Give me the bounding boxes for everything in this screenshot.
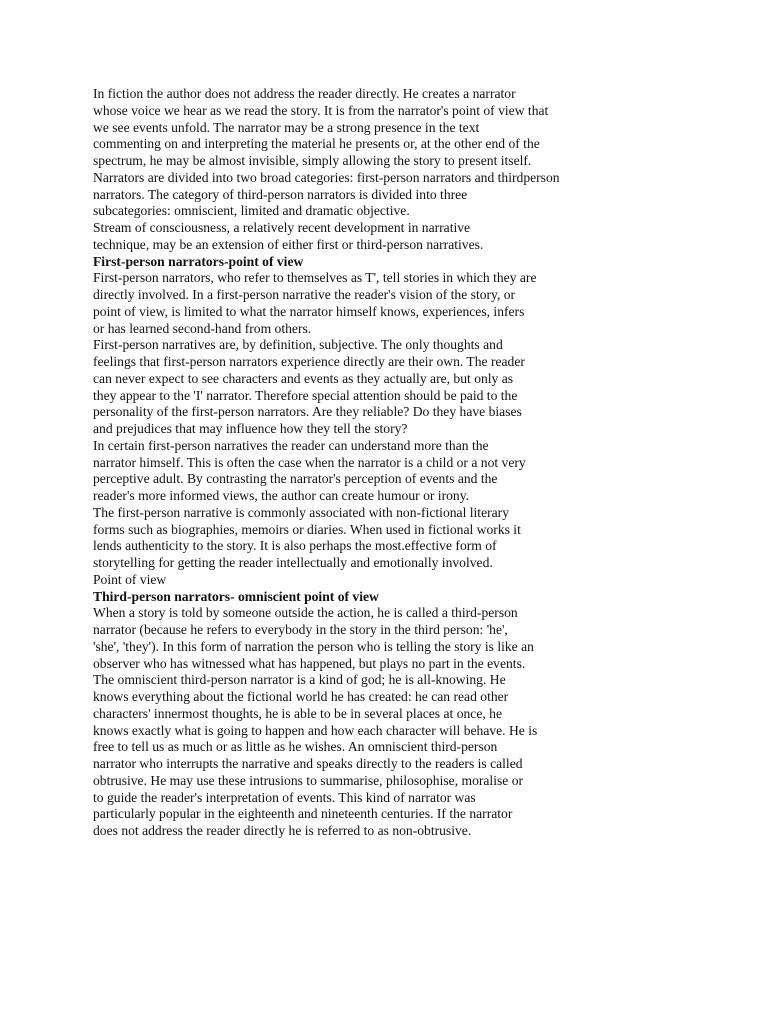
section-heading: First-person narrators-point of view bbox=[93, 253, 304, 269]
body-text-line: free to tell us as much or as little as he wishes. An omniscient third-person bbox=[93, 739, 498, 755]
body-text-line: or has learned second-hand from others. bbox=[93, 320, 312, 336]
body-text-line: narrator himself. This is often the case when the narrator is a child or a not very bbox=[93, 454, 526, 470]
body-text-line: spectrum, he may be almost invisible, simply allowing the story to present itself. bbox=[93, 153, 532, 168]
document-page bbox=[93, 86, 733, 840]
body-text-line: When a story is told by someone outside the action, he is called a third-person bbox=[93, 605, 518, 621]
body-text-line: storytelling for getting the reader intellectually and emotionally involved. bbox=[93, 555, 493, 570]
section-heading: Third-person narrators- omniscient point of view bbox=[93, 588, 379, 604]
body-text-line: In fiction the author does not address the reader directly. He creates a narrator bbox=[93, 86, 516, 101]
body-text-line: narrator who interrupts the narrative and speaks directly to the readers is called bbox=[93, 756, 523, 771]
body-text-line: reader's more informed views, the author can create humour or irony. bbox=[93, 488, 470, 503]
body-text-line: First-person narrators, who refer to themselves as T', tell stories in which they are bbox=[93, 270, 537, 286]
body-text-line: observer who has witnessed what has happened, but plays no part in the events. bbox=[93, 655, 526, 671]
body-text-line: particularly popular in the eighteenth and nineteenth centuries. If the narrator bbox=[93, 806, 513, 822]
body-text-line: obtrusive. He may use these intrusions to summarise, philosophise, moralise or bbox=[93, 772, 524, 788]
body-text-line: feelings that first-person narrators experience directly are their own. The reader bbox=[93, 354, 525, 369]
body-text-line: Narrators are divided into two broad categories: first-person narrators and thirdperson bbox=[93, 169, 560, 185]
body-text-line: can never expect to see characters and events as they actually are, but only as bbox=[93, 370, 514, 386]
body-text-line: knows exactly what is going to happen and how each character will behave. He is bbox=[93, 722, 538, 738]
body-text-line: The omniscient third-person narrator is a kind of god; he is all-knowing. He bbox=[93, 672, 506, 688]
body-text-line: narrators. The category of third-person narrators is divided into three bbox=[93, 186, 468, 202]
body-text-line: Point of view bbox=[93, 571, 167, 587]
body-text-line: In certain first-person narratives the reader can understand more than the bbox=[93, 437, 489, 453]
body-text-line: perceptive adult. By contrasting the narrator's perception of events and the bbox=[93, 471, 498, 487]
body-text-line: The first-person narrative is commonly associated with non-fictional literary bbox=[93, 504, 509, 520]
body-text-line: does not address the reader directly he is referred to as non-obtrusive. bbox=[93, 823, 472, 838]
body-text-line: characters' innermost thoughts, he is able to be in several places at once, he bbox=[93, 705, 502, 721]
body-text-line: narrator (because he refers to everybody in the story in the third person: 'he', bbox=[93, 622, 508, 637]
body-text-line: to guide the reader's interpretation of events. This kind of narrator was bbox=[93, 789, 476, 805]
body-text-line: we see events unfold. The narrator may be a strong presence in the text bbox=[93, 119, 480, 135]
body-text-line: subcategories: omniscient, limited and dramatic objective. bbox=[93, 203, 410, 219]
body-text-line: Stream of consciousness, a relatively recent development in narrative bbox=[93, 220, 471, 235]
body-text-line: directly involved. In a first-person narrative the reader's vision of the story, or bbox=[93, 287, 516, 302]
body-text-line: lends authenticity to the story. It is also perhaps the most.effective form of bbox=[93, 538, 497, 554]
body-text-line: knows everything about the fictional world he has created: he can read other bbox=[93, 689, 509, 704]
body-text-line: First-person narratives are, by definition, subjective. The only thoughts and bbox=[93, 337, 503, 353]
body-text-line: and prejudices that may influence how they tell the story? bbox=[93, 421, 408, 436]
body-text-line: commenting on and interpreting the material he presents or, at the other end of the bbox=[93, 136, 540, 152]
body-text-line: they appear to the 'I' narrator. Therefore special attention should be paid to the bbox=[93, 387, 518, 403]
body-text-line: forms such as biographies, memoirs or diaries. When used in fictional works it bbox=[93, 521, 521, 537]
body-text-line: technique, may be an extension of either first or third-person narratives. bbox=[93, 236, 484, 252]
body-text-line: whose voice we hear as we read the story. It is from the narrator's point of view that bbox=[93, 102, 549, 118]
body-text-line: 'she', 'they'). In this form of narration the person who is telling the story is like an bbox=[93, 638, 534, 654]
body-text-line: personality of the first-person narrators. Are they reliable? Do they have biases bbox=[93, 404, 522, 420]
body-text-line: point of view, is limited to what the narrator himself knows, experiences, infers bbox=[93, 303, 525, 319]
